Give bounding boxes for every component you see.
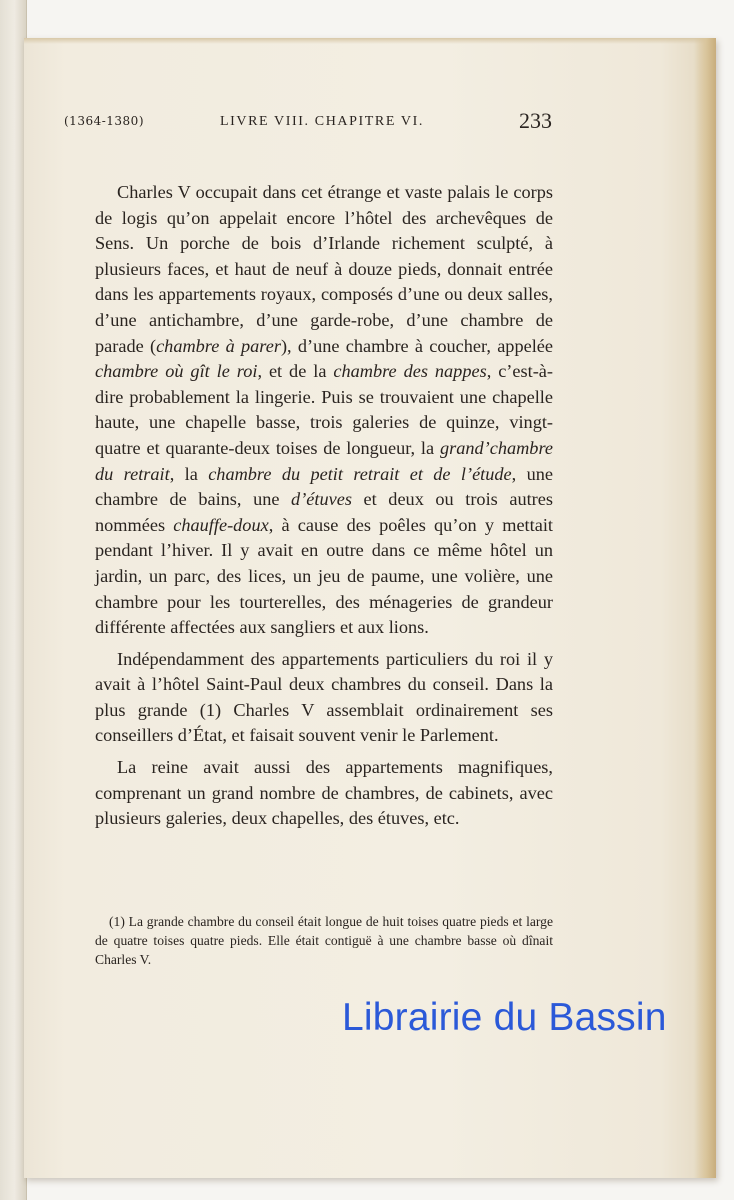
footnote: [95, 912, 553, 969]
paragraph-2: Indépendamment des appartements particuliers du roi il y avait à l’hôtel Saint-Paul deux chambres du conseil. Dans la plus grande (1) Charles V assemblait ordinairement ses conseillers d’État, et faisait souvent venir le Parlement.: [95, 648, 553, 746]
previous-page-edge: [0, 0, 27, 1200]
p1-text-7: et deux ou trois autres nommées: [95, 489, 553, 535]
p1-italic-2: chambre où gît le roi: [95, 361, 258, 382]
p1-italic-4: grand’chambre du retrait: [95, 437, 553, 484]
page-top-edge: [24, 38, 716, 44]
page-fore-edge: [694, 38, 716, 1178]
watermark: Librairie du Bassin: [342, 996, 667, 1039]
p1-italic-5: chambre du petit retrait et de l’étude: [208, 463, 512, 484]
paragraph-1: [95, 180, 553, 641]
p1-text-6: , une chambre de bains, une: [95, 463, 553, 510]
page-number: 233: [519, 108, 552, 133]
main-text: [95, 180, 553, 832]
paragraph-3: La reine avait aussi des appartements magnifiques, comprenant un grand nombre de chambres, de cabinets, avec plusieurs galeries, deux chapelles, des étuves, etc.: [95, 757, 553, 829]
p1-text-1: Charles V occupait dans cet étrange et vaste palais le corps de logis qu’on appelait encore l’hôtel des archevêques de Sens. Un porche de bois d’Irlande richement sculpté, à plusieurs faces, et haut de neuf à douze pieds, donnait entrée dans les appartements royaux, composés d’une ou deux salles, d’une antichambre, d’une garde-robe, d’une chambre de parade (: [95, 182, 553, 356]
p1-text-5: , la: [169, 463, 209, 484]
running-header: [64, 108, 552, 138]
p1-text-2: ), d’une chambre à coucher, appelée: [280, 335, 554, 356]
p1-text-4: , c’est-à-dire probablement la lingerie. Puis se trouvaient une chapelle haute, une chapelle basse, trois galeries de quinze, vingt-quatre et quarante-deux toises de longueur, la: [95, 361, 553, 458]
header-chapter-title: LIVRE VIII. CHAPITRE VI.: [220, 114, 424, 129]
p1-italic-7: chauffe-doux: [173, 514, 269, 535]
footnote-text: (1) La grande chambre du conseil était longue de huit toises quatre pieds et large de quatre toises quatre pieds. Elle était contiguë à une chambre basse où dînait Charles V.: [95, 914, 553, 967]
p1-text-3: , et de la: [257, 361, 334, 382]
header-date-range: (1364-1380): [64, 114, 144, 128]
p1-text-8: , à cause des poêles qu’on y mettait pendant l’hiver. Il y avait en outre dans ce même hôtel un jardin, un parc, des lices, un jeu de paume, une volière, une chambre pour les tourterelles, des ménageries de grandeur différente affectées aux sangliers et aux lions.: [95, 514, 553, 638]
p1-italic-3: chambre des nappes: [333, 361, 487, 382]
p1-italic-1: chambre à parer: [156, 335, 281, 356]
p1-italic-6: d’étuves: [291, 489, 352, 510]
